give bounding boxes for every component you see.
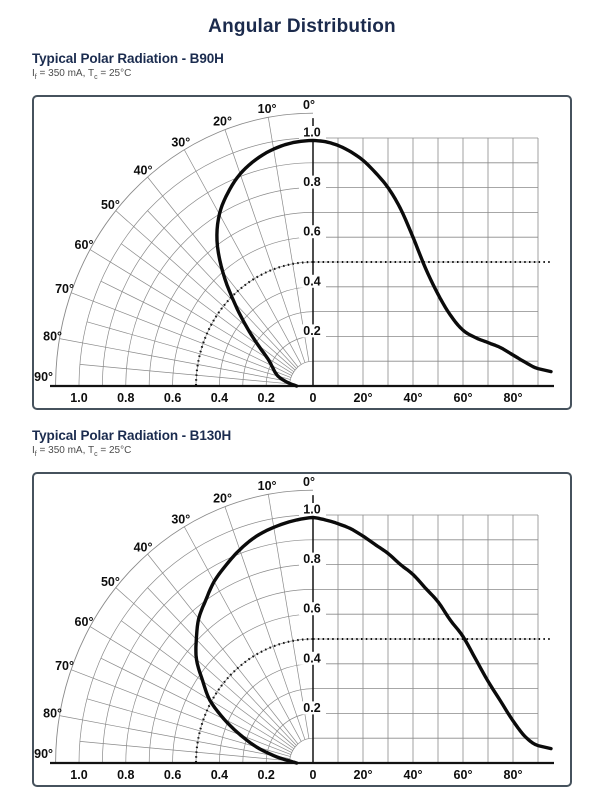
- conditions-text: = 350 mA, T: [36, 68, 95, 79]
- svg-text:90°: 90°: [34, 747, 54, 761]
- svg-text:50°: 50°: [100, 197, 120, 212]
- svg-text:0.2: 0.2: [303, 323, 321, 338]
- svg-text:80°: 80°: [43, 329, 63, 344]
- svg-text:0.6: 0.6: [163, 391, 182, 405]
- svg-text:80°: 80°: [43, 706, 63, 721]
- conditions-text: = 25°C: [97, 68, 132, 79]
- svg-text:40°: 40°: [403, 391, 423, 405]
- svg-text:60°: 60°: [74, 614, 94, 629]
- svg-text:20°: 20°: [213, 114, 233, 129]
- svg-text:20°: 20°: [213, 491, 233, 506]
- svg-text:40°: 40°: [403, 768, 423, 782]
- conditions-symbol: I: [32, 68, 35, 79]
- svg-text:60°: 60°: [453, 768, 473, 782]
- svg-text:0: 0: [309, 768, 317, 782]
- svg-text:60°: 60°: [453, 391, 473, 405]
- svg-text:0.6: 0.6: [303, 224, 321, 239]
- chart-section-b130h: [32, 428, 572, 787]
- polar-chart-box-b130h: [32, 472, 572, 787]
- svg-text:70°: 70°: [55, 282, 74, 297]
- svg-text:0.4: 0.4: [303, 274, 321, 289]
- svg-text:0.8: 0.8: [117, 768, 135, 782]
- svg-text:10°: 10°: [257, 102, 277, 117]
- svg-text:1.0: 1.0: [303, 125, 321, 140]
- chart-conditions-b90h: [32, 68, 572, 84]
- svg-text:1.0: 1.0: [70, 391, 88, 405]
- svg-text:50°: 50°: [100, 574, 120, 589]
- svg-text:1.0: 1.0: [70, 768, 88, 782]
- svg-text:0.6: 0.6: [163, 768, 182, 782]
- conditions-subscript: c: [94, 451, 98, 458]
- chart-heading-b90h: Typical Polar Radiation - B90H: [32, 51, 224, 66]
- svg-text:80°: 80°: [503, 391, 523, 405]
- svg-text:0.8: 0.8: [117, 391, 135, 405]
- svg-text:0.8: 0.8: [303, 175, 321, 190]
- svg-text:30°: 30°: [171, 135, 191, 150]
- svg-text:0.2: 0.2: [257, 391, 275, 405]
- svg-text:40°: 40°: [133, 163, 153, 178]
- svg-text:0.4: 0.4: [210, 391, 229, 405]
- svg-text:0.2: 0.2: [257, 768, 275, 782]
- conditions-symbol: I: [32, 445, 35, 456]
- svg-text:10°: 10°: [257, 479, 277, 494]
- chart-section-b90h: [32, 51, 572, 410]
- svg-text:80°: 80°: [503, 768, 523, 782]
- polar-radiation-chart-b90h: [34, 97, 570, 408]
- page-title: Angular Distribution: [208, 16, 396, 37]
- svg-text:1.0: 1.0: [303, 502, 321, 517]
- svg-text:30°: 30°: [171, 512, 191, 527]
- svg-text:0.4: 0.4: [303, 651, 321, 666]
- svg-text:20°: 20°: [353, 768, 373, 782]
- svg-text:70°: 70°: [55, 659, 74, 674]
- chart-heading-b130h: Typical Polar Radiation - B130H: [32, 428, 232, 443]
- svg-text:20°: 20°: [353, 391, 373, 405]
- svg-text:60°: 60°: [74, 237, 94, 252]
- svg-text:0.4: 0.4: [210, 768, 229, 782]
- svg-text:90°: 90°: [34, 370, 54, 384]
- svg-text:0.2: 0.2: [303, 700, 321, 715]
- svg-text:0.8: 0.8: [303, 552, 321, 567]
- svg-text:0: 0: [309, 391, 317, 405]
- chart-conditions-b130h: [32, 445, 572, 461]
- svg-text:40°: 40°: [133, 540, 153, 555]
- svg-text:0°: 0°: [303, 97, 315, 112]
- conditions-subscript: c: [94, 74, 98, 81]
- svg-text:0.6: 0.6: [303, 601, 321, 616]
- conditions-text: = 350 mA, T: [36, 445, 95, 456]
- conditions-subscript: f: [34, 74, 37, 81]
- polar-chart-box-b90h: [32, 95, 572, 410]
- conditions-text: = 25°C: [97, 445, 132, 456]
- svg-text:0°: 0°: [303, 474, 315, 489]
- polar-radiation-chart-b130h: [34, 474, 570, 785]
- conditions-subscript: f: [34, 451, 37, 458]
